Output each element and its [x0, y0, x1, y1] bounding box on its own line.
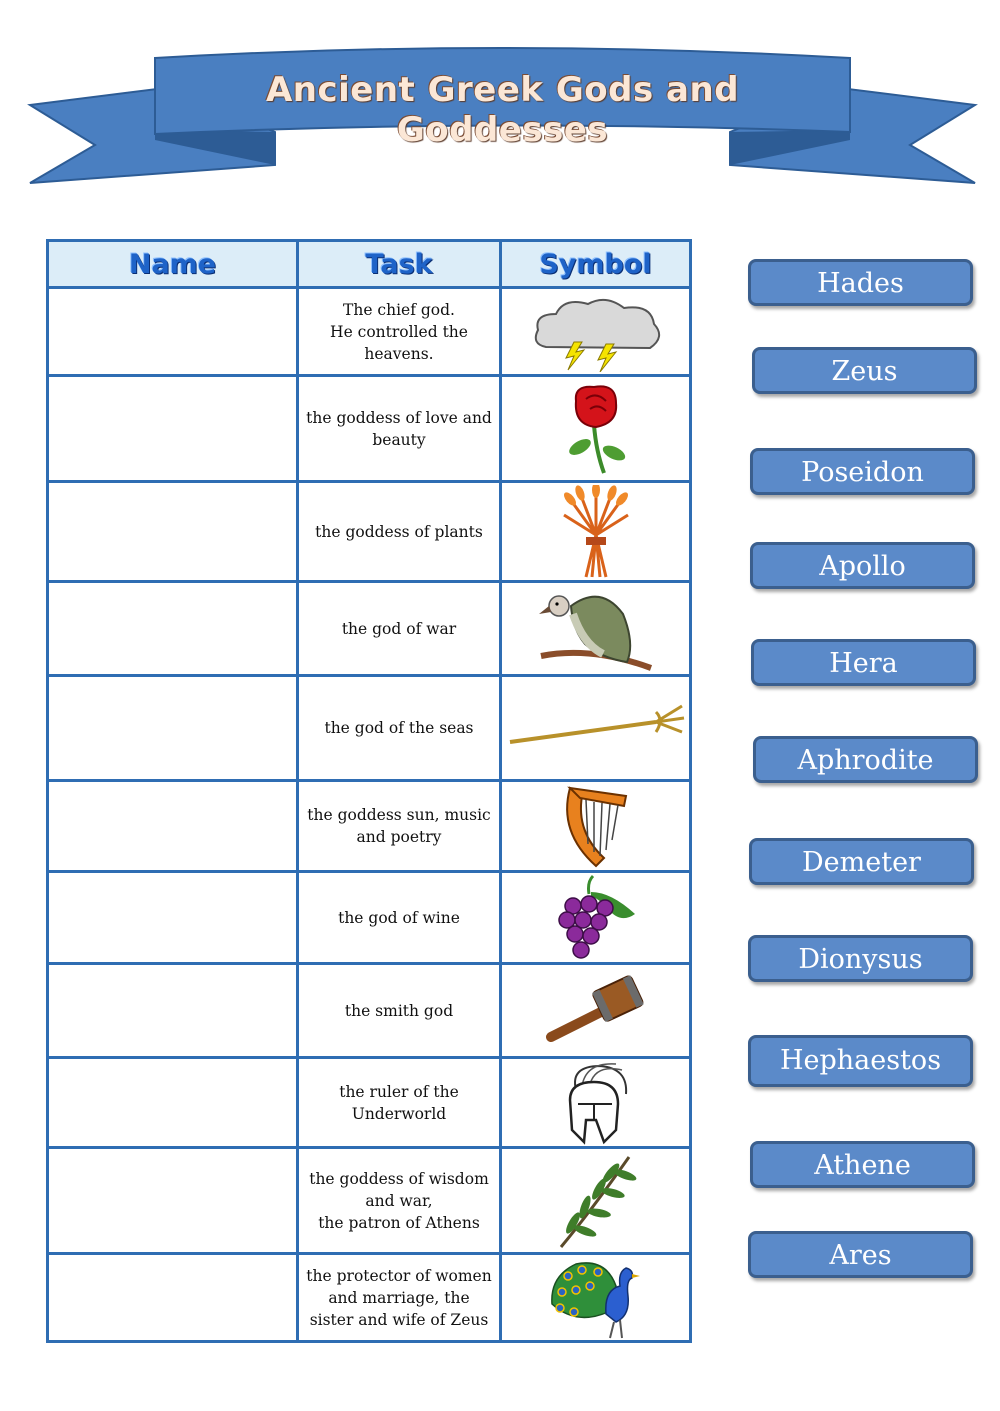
answer-hades-button[interactable]: Hades	[748, 259, 973, 306]
header-task: Task	[298, 241, 501, 288]
table-row	[48, 1148, 691, 1254]
name-drop-slot[interactable]	[48, 1058, 298, 1148]
lyre-icon	[556, 782, 636, 870]
table-row	[48, 482, 691, 582]
answer-zeus-button[interactable]: Zeus	[752, 347, 977, 394]
answer-demeter-button[interactable]: Demeter	[749, 838, 974, 885]
table-row	[48, 582, 691, 676]
task-cell: the goddess sun, music and poetry	[298, 781, 501, 872]
header-name: Name	[48, 241, 298, 288]
table-row	[48, 288, 691, 376]
table-row	[48, 1254, 691, 1342]
table-row	[48, 676, 691, 781]
helmet-icon	[556, 1060, 636, 1146]
table-row	[48, 1058, 691, 1148]
task-cell: the goddess of wisdom and war, the patron of Athens	[298, 1148, 501, 1254]
name-drop-slot[interactable]	[48, 1254, 298, 1342]
answer-aphrodite-button[interactable]: Aphrodite	[753, 736, 978, 783]
answer-poseidon-button[interactable]: Poseidon	[750, 448, 975, 495]
answer-hephaestos-button[interactable]: Hephaestos	[748, 1035, 973, 1087]
task-cell: the god of war	[298, 582, 501, 676]
name-drop-slot[interactable]	[48, 482, 298, 582]
table-row	[48, 872, 691, 964]
table-row	[48, 781, 691, 872]
table-header-row	[48, 241, 691, 288]
rose-icon	[556, 381, 636, 477]
header-symbol: Symbol	[501, 241, 691, 288]
name-drop-slot[interactable]	[48, 376, 298, 482]
gods-table	[46, 239, 692, 1343]
task-cell: the god of the seas	[298, 676, 501, 781]
wheat-sheaf-icon	[556, 485, 636, 579]
task-cell: the goddess of plants	[298, 482, 501, 582]
task-cell: the protector of women and marriage, the sister and wife of Zeus	[298, 1254, 501, 1342]
hammer-icon	[541, 971, 651, 1051]
name-drop-slot[interactable]	[48, 582, 298, 676]
answer-dionysus-button[interactable]: Dionysus	[748, 935, 973, 982]
olive-branch-icon	[551, 1151, 641, 1251]
page-title: Ancient Greek Gods and Goddesses	[265, 70, 740, 150]
answer-apollo-button[interactable]: Apollo	[750, 542, 975, 589]
task-cell: The chief god. He controlled the heavens.	[298, 288, 501, 376]
name-drop-slot[interactable]	[48, 964, 298, 1058]
task-cell: the goddess of love and beauty	[298, 376, 501, 482]
task-cell: the smith god	[298, 964, 501, 1058]
name-drop-slot[interactable]	[48, 872, 298, 964]
answer-hera-button[interactable]: Hera	[751, 639, 976, 686]
task-cell: the god of wine	[298, 872, 501, 964]
vulture-icon	[531, 584, 661, 674]
name-drop-slot[interactable]	[48, 781, 298, 872]
table-row	[48, 376, 691, 482]
grapes-icon	[551, 874, 641, 962]
peacock-icon	[546, 1256, 646, 1340]
trident-icon	[506, 698, 686, 758]
task-cell: the ruler of the Underworld	[298, 1058, 501, 1148]
answer-ares-button[interactable]: Ares	[748, 1231, 973, 1278]
name-drop-slot[interactable]	[48, 1148, 298, 1254]
answer-athene-button[interactable]: Athene	[750, 1141, 975, 1188]
name-drop-slot[interactable]	[48, 288, 298, 376]
name-drop-slot[interactable]	[48, 676, 298, 781]
storm-cloud-icon	[526, 292, 666, 372]
table-row	[48, 964, 691, 1058]
